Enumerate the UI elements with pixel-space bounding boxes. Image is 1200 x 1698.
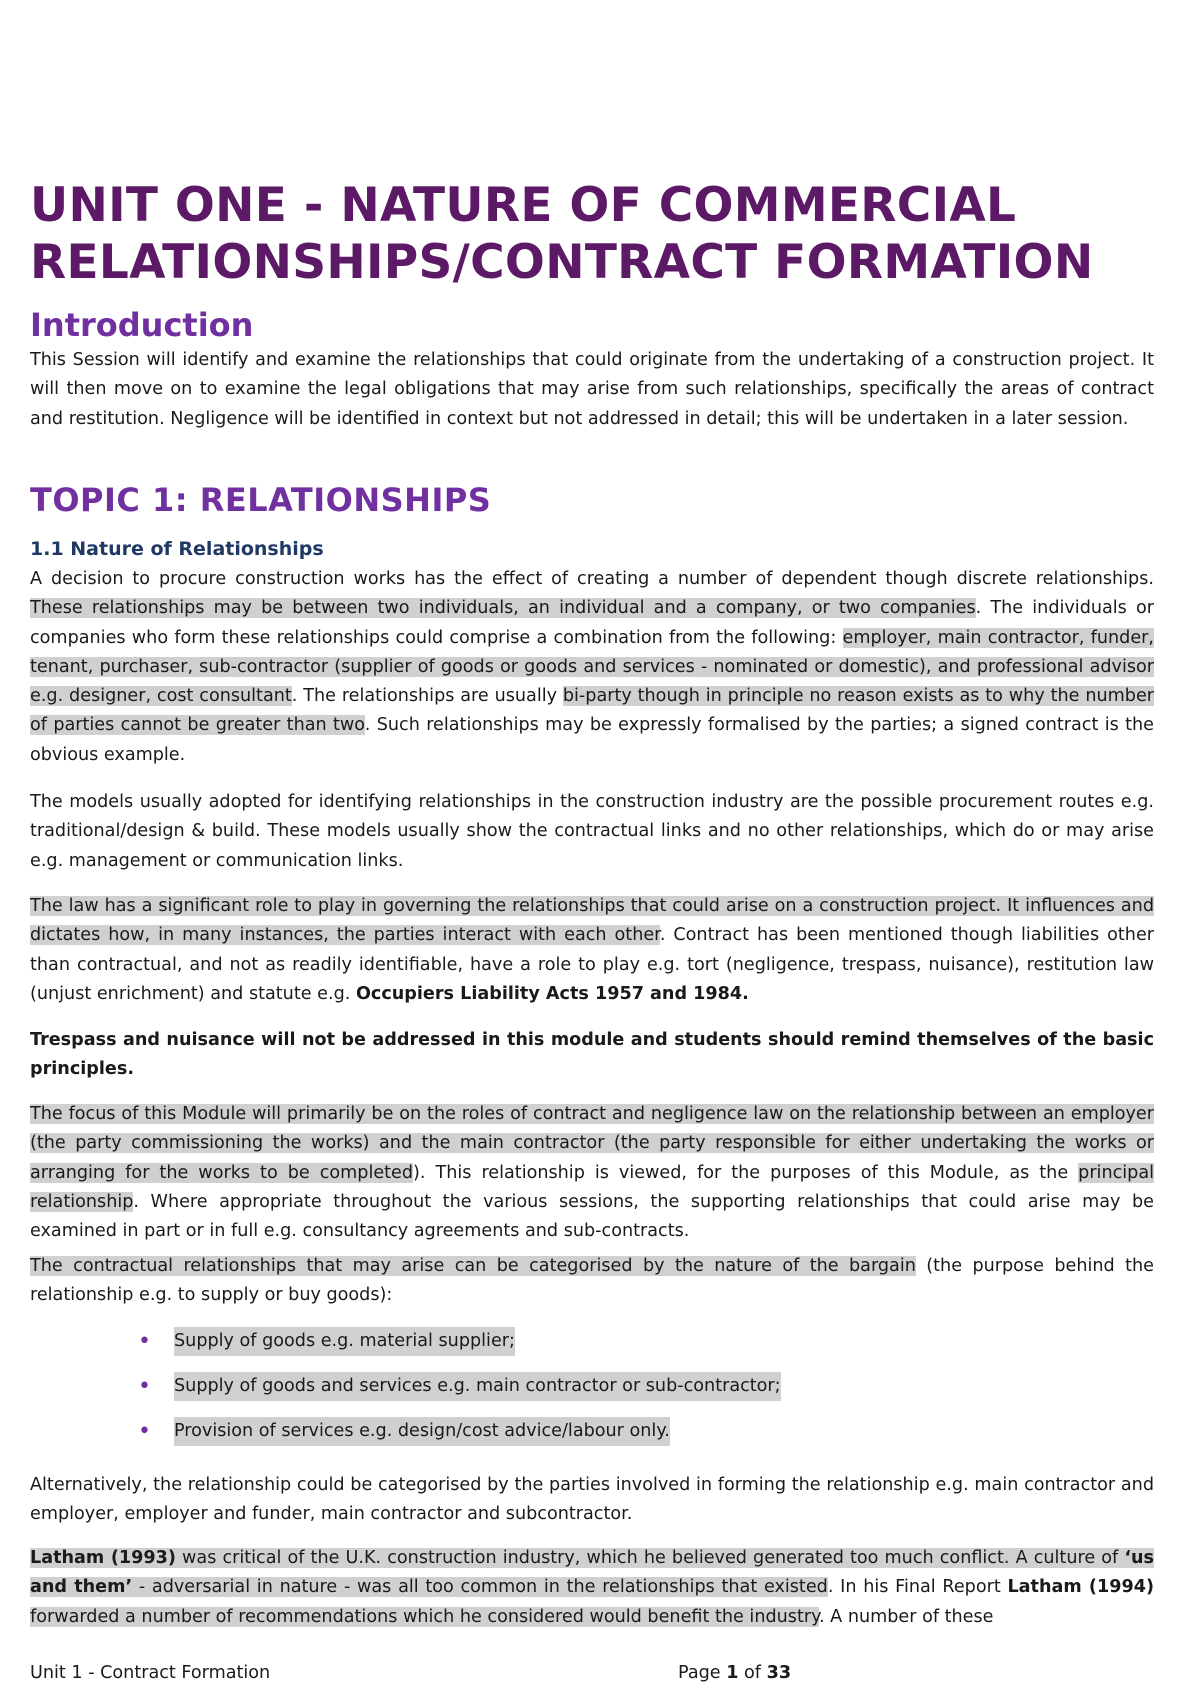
trespass-nuisance-note: Trespass and nuisance will not be addressed in this module and students should remind themselves of the basic principles. [30, 1030, 1154, 1080]
section-1-1-heading: 1.1 Nature of Relationships [30, 538, 324, 560]
highlighted-text: The focus of this Module will primarily be on the roles of contract and negligence law on the relationship between an employer (the party commissioning the works) and the main contractor (the party responsible for either undertaking the works or arranging for the works to be completed [30, 1104, 1154, 1183]
procurement-models-paragraph: The models usually adopted for identifying relationships in the construction industry are the possible procurement routes e.g. traditional/design & build. These models usually show the contractual links and no other relationships, which do or may arise e.g. management or communication links. [30, 792, 1154, 871]
highlighted-text: - adversarial in nature - was all too common in the relationships that existed [132, 1577, 828, 1598]
page-label: Page [678, 1663, 727, 1683]
alternative-categorisation-paragraph: Alternatively, the relationship could be categorised by the parties involved in forming the relationship e.g. main contractor and employer, employer and funder, main contractor and subcontractor. [30, 1475, 1154, 1525]
text-run: . In his Final Report [827, 1577, 1008, 1598]
relationships-paragraph-1 [30, 565, 1154, 770]
highlighted-text: bi-party though in principle no reason exists as to why the number of parties cannot be greater than two [30, 686, 1155, 736]
highlighted-text: The law has a significant role to play in governing the relationships that could arise on a construction project. It influences and dictates how, in many instances, the parties interact with each other [30, 896, 1154, 946]
text-run: ). This relationship is viewed, for the purposes of this Module, as the [413, 1162, 1079, 1183]
text-run: . Contract has been mentioned though liabilities other than contractual, and not as readily identifiable, have a role to play e.g. tort (negligence, trespass, nuisance), restitution law (unjust enrichment) and statute e.g. [30, 925, 1155, 1004]
introduction-paragraph: This Session will identify and examine the relationships that could originate from the undertaking of a construction project. It will then move on to examine the legal obligations that may arise from such relationships, specifically the areas of contract and restitution. Negligence will be identified in context but not addressed in detail; this will be undertaken in a later session. [30, 350, 1154, 429]
list-item-text: Supply of goods and services e.g. main contractor or sub-contractor; [174, 1372, 781, 1401]
page-number: 1 [726, 1663, 739, 1683]
list-item [30, 1327, 1154, 1372]
highlighted-text: These relationships may be between two individuals, an individual and a company, or two companies [30, 598, 976, 619]
text-run: (the purpose behind the relationship e.g. to supply or buy goods): [30, 1256, 1154, 1306]
document-page [30, 0, 1154, 1698]
page-total: 33 [766, 1663, 792, 1683]
bullet-icon: • [138, 1419, 151, 1444]
unit-title [30, 177, 1154, 291]
topic-1-heading: TOPIC 1: RELATIONSHIPS [30, 481, 492, 519]
text-run: . The individuals or companies who form these relationships could comprise a combination from the following: [30, 598, 1155, 648]
highlighted-text: principal relationship [30, 1162, 1154, 1212]
list-item-text: Provision of services e.g. design/cost advice/labour only. [174, 1417, 670, 1446]
list-item [30, 1372, 1154, 1417]
law-role-paragraph [30, 892, 1154, 1009]
introduction-heading: Introduction [30, 306, 254, 344]
bold-highlighted-text: Latham (1993) [30, 1548, 176, 1568]
text-run: . Where appropriate throughout the various sessions, the supporting relationships that could arise may be examined in part or in full e.g. consultancy agreements and sub-contracts. [30, 1191, 1154, 1242]
bold-text: Latham (1994) [1007, 1577, 1154, 1598]
latham-paragraph [30, 1544, 1154, 1632]
contractual-categories-paragraph [30, 1252, 1154, 1311]
text-run: . The relationships are usually [291, 686, 563, 707]
bold-text: Occupiers Liability Acts 1957 and 1984. [355, 983, 749, 1004]
unit-title-line1: UNIT ONE - NATURE OF COMMERCIAL [30, 178, 1017, 233]
highlighted-text: forwarded a number of recommendations which he considered would benefit the industry [30, 1606, 819, 1627]
list-item-text: Supply of goods e.g. material supplier; [174, 1327, 515, 1356]
highlighted-text: was critical of the U.K. construction industry, which he believed generated too much conflict. A culture of [175, 1548, 1125, 1568]
list-item [30, 1417, 1154, 1462]
highlighted-text: employer, main contractor, funder, tenant, purchaser, sub-contractor (supplier of goods or goods and services - nominated or domestic), and professional advisor e.g. designer, cost consultant [30, 627, 1154, 707]
bargain-types-list [30, 1327, 1154, 1462]
bold-highlighted-text: ‘us and them’ [30, 1548, 1154, 1598]
footer-unit-label: Unit 1 - Contract Formation [30, 1663, 271, 1683]
bullet-icon: • [138, 1329, 151, 1354]
text-run: A decision to procure construction works has the effect of creating a number of dependent though discrete relationships. [30, 569, 1154, 589]
bullet-icon: • [138, 1374, 151, 1399]
text-run: . Such relationships may be expressly formalised by the parties; a signed contract is the obvious example. [30, 715, 1154, 765]
module-focus-paragraph [30, 1100, 1154, 1246]
page-counter [678, 1660, 791, 1686]
unit-title-line2: RELATIONSHIPS/CONTRACT FORMATION [30, 235, 1094, 290]
of-label: of [738, 1663, 767, 1683]
text-run: . A number of these [819, 1606, 994, 1627]
highlighted-text: The contractual relationships that may arise can be categorised by the nature of the bargain [30, 1256, 916, 1276]
